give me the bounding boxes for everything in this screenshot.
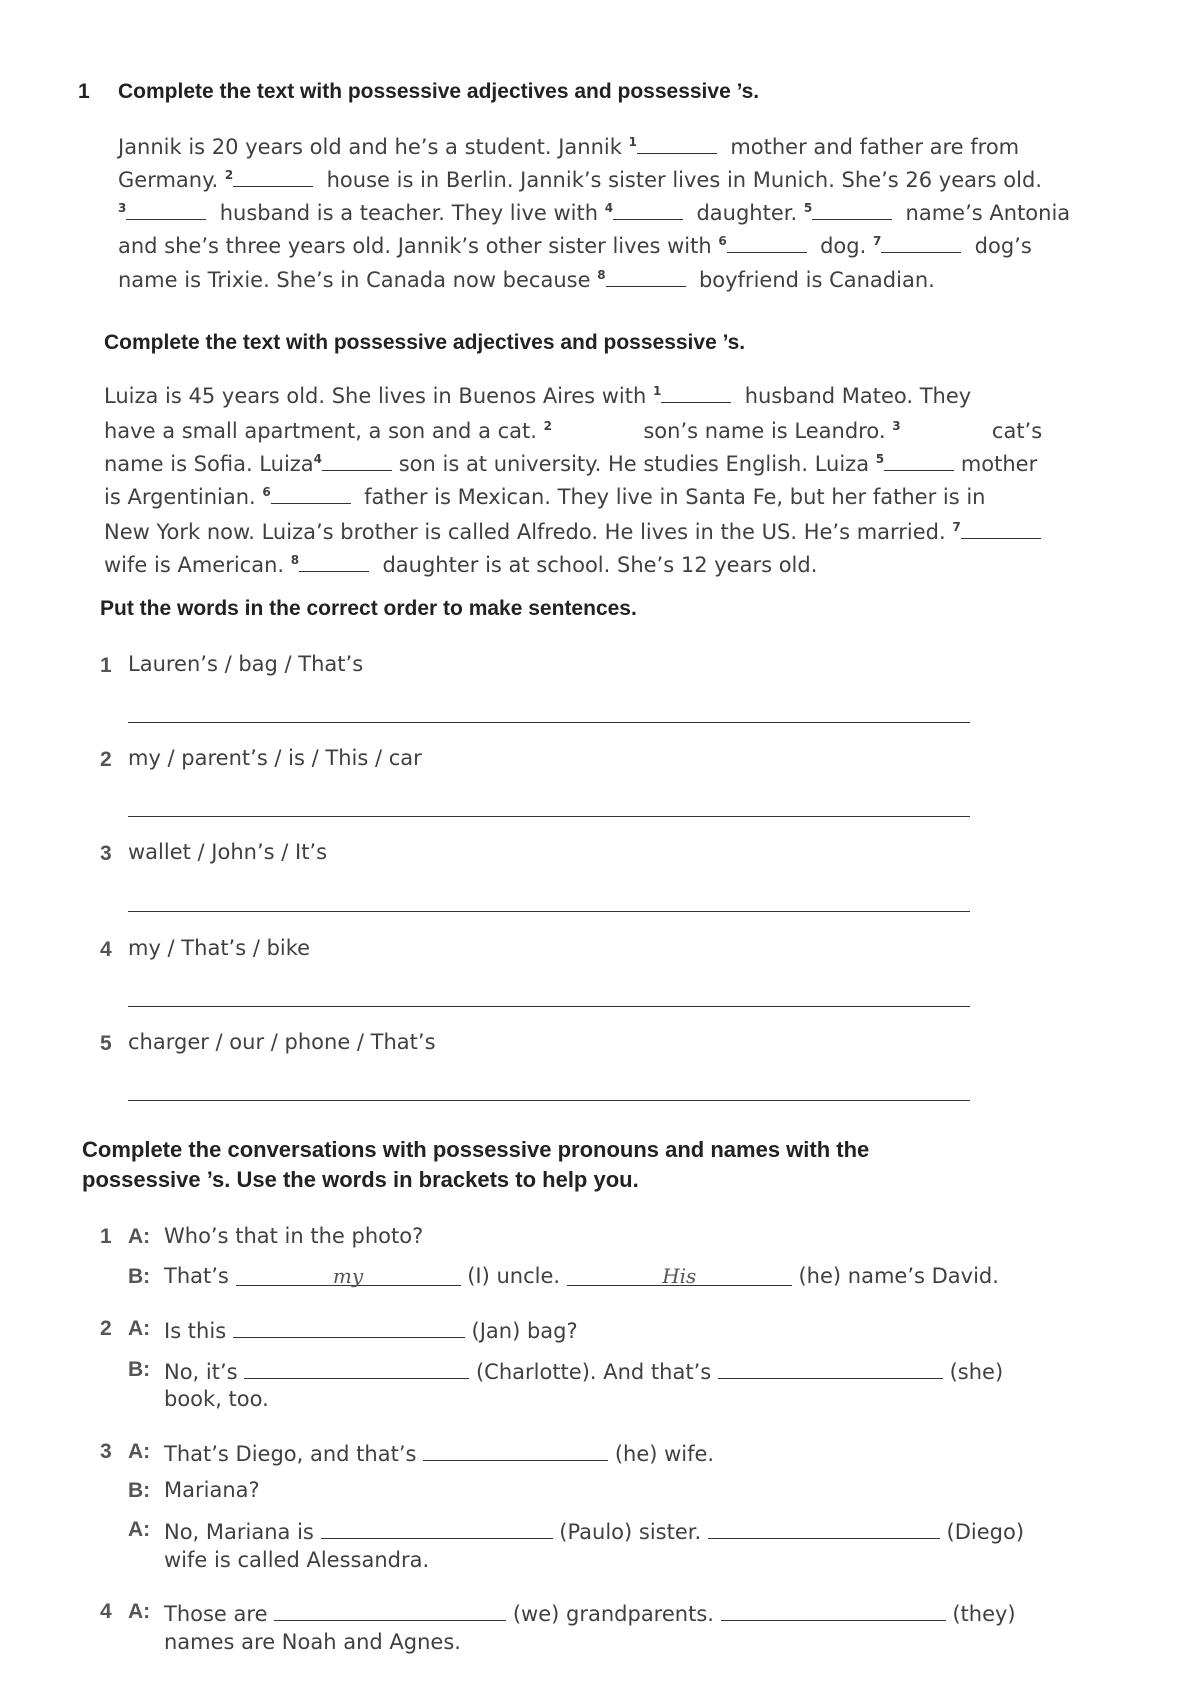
- conv-3-line-a-2: No, Mariana is (Paulo) sister. (Diego): [164, 1514, 1024, 1547]
- conv-1-line-b: That’s my (I) uncle. His (he) name’s David.: [164, 1261, 999, 1291]
- ex3-item-2-text: my / parent’s / is / This / car: [128, 746, 422, 770]
- conv-3-line-b: Mariana?: [164, 1478, 260, 1502]
- ex3-answer-line-5[interactable]: [128, 1100, 970, 1101]
- ex1-line-2: Germany. $^2$ house is in Berlin. Jannik’s sister lives in Munich. She’s 26 years old.: [118, 160, 1042, 195]
- blank-7[interactable]: [881, 230, 961, 253]
- blank-8[interactable]: [606, 264, 686, 287]
- conv-1-answer-1[interactable]: my: [236, 1261, 461, 1286]
- exercise-1-heading: Complete the text with possessive adjectives and possessive ’s.: [118, 80, 760, 103]
- conv-1-speaker-b: B:: [128, 1265, 151, 1288]
- conv-2-line-b: No, it’s (Charlotte). And that’s (she): [164, 1354, 1003, 1387]
- conv-3-line-a-2-cont: wife is called Alessandra.: [164, 1548, 430, 1572]
- conv-3-speaker-a-2: A:: [128, 1518, 151, 1541]
- ex3-answer-line-1[interactable]: [128, 722, 970, 723]
- ex2-line-6: wife is American. $^8$ daughter is at school. She’s 12 years old.: [104, 545, 817, 580]
- ex2-blank-8[interactable]: [299, 549, 369, 572]
- exercise-4-heading-line-2: possessive ’s. Use the words in brackets to help you.: [82, 1167, 639, 1192]
- exercise-1-number: 1: [78, 80, 90, 103]
- conv-3-blank-2[interactable]: [321, 1514, 553, 1539]
- conv-3-speaker-a: A:: [128, 1440, 151, 1463]
- conv-2-line-a: Is this (Jan) bag?: [164, 1313, 578, 1346]
- ex2-line-2: have a small apartment, a son and a cat. $^2$ son’s name is Leandro. $^3$ cat’s: [104, 419, 1043, 443]
- ex1-line-5: name is Trixie. She’s in Canada now because $^8$ boyfriend is Canadian.: [118, 260, 935, 295]
- ex1-line-1: Jannik is 20 years old and he’s a student. Jannik $^1$ mother and father are from: [118, 127, 1019, 162]
- conv-2-line-b-cont: book, too.: [164, 1387, 269, 1411]
- conv-1-number: 1: [100, 1225, 112, 1248]
- ex1-line-4: and she’s three years old. Jannik’s other sister lives with $^6$ dog. $^7$ dog’s: [118, 226, 1032, 261]
- conv-4-blank-1[interactable]: [274, 1596, 506, 1621]
- conv-3-speaker-b: B:: [128, 1479, 151, 1502]
- ex2-blank-4[interactable]: [322, 448, 392, 471]
- blank-4[interactable]: [613, 197, 683, 220]
- ex3-answer-line-3[interactable]: [128, 911, 970, 912]
- conv-4-blank-2[interactable]: [721, 1596, 946, 1621]
- ex3-item-2-number: 2: [100, 748, 112, 771]
- ex2-line-4: is Argentinian. $^6$ father is Mexican. They live in Santa Fe, but her father is in: [104, 477, 986, 512]
- ex3-answer-line-4[interactable]: [128, 1006, 970, 1007]
- exercise-2-heading: Complete the text with possessive adjectives and possessive ’s.: [104, 331, 746, 354]
- conv-4-line-a: Those are (we) grandparents. (they): [164, 1596, 1016, 1629]
- conv-4-number: 4: [100, 1600, 112, 1623]
- conv-2-speaker-a: A:: [128, 1317, 151, 1340]
- ex3-item-5-text: charger / our / phone / That’s: [128, 1030, 436, 1054]
- blank-1[interactable]: [637, 131, 717, 154]
- ex3-item-1-number: 1: [100, 654, 112, 677]
- ex2-line-1: Luiza is 45 years old. She lives in Buenos Aires with $^1$ husband Mateo. They: [104, 376, 971, 411]
- exercise-3-heading: Put the words in the correct order to make sentences.: [100, 597, 637, 620]
- conv-1-answer-2[interactable]: His: [567, 1261, 792, 1286]
- blank-2[interactable]: [233, 164, 313, 187]
- exercise-4-heading-line-1: Complete the conversations with possessive pronouns and names with the: [82, 1137, 870, 1162]
- blank-3[interactable]: [126, 197, 206, 220]
- conv-2-blank-2[interactable]: [244, 1354, 469, 1379]
- blank-5[interactable]: [812, 197, 892, 220]
- ex2-blank-5[interactable]: [884, 448, 954, 471]
- ex3-item-3-text: wallet / John’s / It’s: [128, 840, 328, 864]
- conv-3-blank-1[interactable]: [423, 1436, 608, 1461]
- ex2-line-3: name is Sofia. Luiza$^4$ son is at university. He studies English. Luiza $^5$ mother: [104, 444, 1037, 479]
- ex3-item-4-text: my / That’s / bike: [128, 936, 311, 960]
- conv-3-line-a: That’s Diego, and that’s (he) wife.: [164, 1436, 714, 1469]
- conv-3-number: 3: [100, 1440, 112, 1463]
- conv-2-blank-3[interactable]: [718, 1354, 943, 1379]
- conv-1-speaker-a: A:: [128, 1225, 151, 1248]
- conv-3-blank-3[interactable]: [708, 1514, 940, 1539]
- conv-4-speaker-a: A:: [128, 1600, 151, 1623]
- conv-2-speaker-b: B:: [128, 1358, 151, 1381]
- ex3-item-4-number: 4: [100, 938, 112, 961]
- conv-2-blank-1[interactable]: [233, 1313, 465, 1338]
- ex2-blank-6[interactable]: [271, 481, 351, 504]
- ex3-item-3-number: 3: [100, 842, 112, 865]
- ex2-line-5: New York now. Luiza’s brother is called Alfredo. He lives in the US. He’s married. $^7$: [104, 512, 1041, 547]
- conv-1-line-a: Who’s that in the photo?: [164, 1224, 424, 1248]
- ex3-item-5-number: 5: [100, 1032, 112, 1055]
- conv-2-number: 2: [100, 1317, 112, 1340]
- ex2-blank-1[interactable]: [661, 380, 731, 403]
- ex2-blank-7[interactable]: [961, 516, 1041, 539]
- conv-4-line-a-cont: names are Noah and Agnes.: [164, 1630, 461, 1654]
- ex3-item-1-text: Lauren’s / bag / That’s: [128, 652, 364, 676]
- ex3-answer-line-2[interactable]: [128, 816, 970, 817]
- blank-6[interactable]: [727, 230, 807, 253]
- ex1-line-3: $^3$ husband is a teacher. They live with $^4$ daughter. $^5$ name’s Antonia: [118, 193, 1070, 228]
